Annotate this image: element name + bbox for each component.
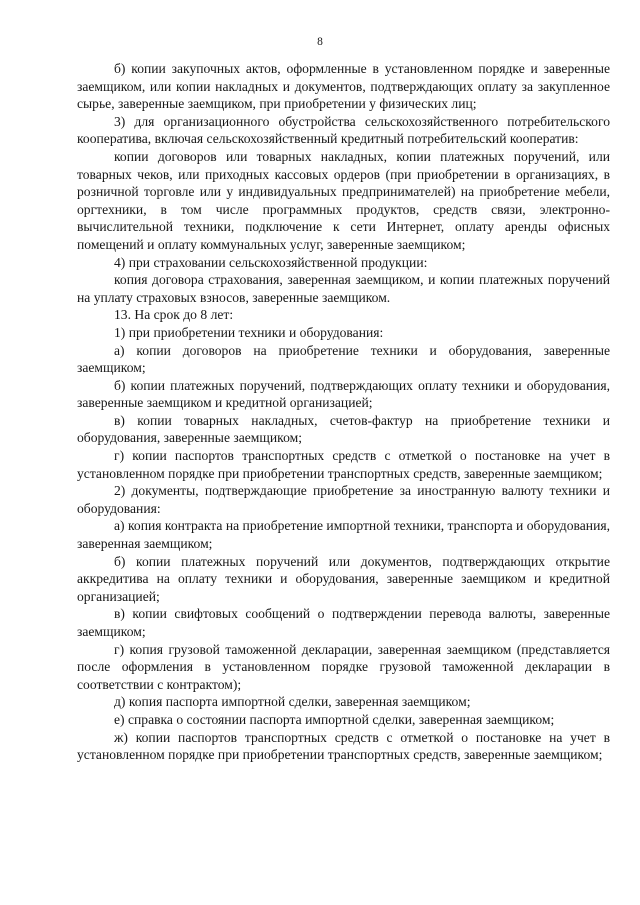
paragraph-13-2e: е) справка о состоянии паспорта импортной сделки, заверенная заемщиком; (114, 711, 555, 727)
paragraph-13-heading: 13. На срок до 8 лет: (114, 307, 234, 323)
paragraph-3-copies-of-contracts: копии договоров или товарных накладных, копии платежных поручений, или товарных чеков, или приходных кассовых ордеров (при приобретении в организациях, в розничной торговле или у индивидуальных предпринимателей) на приобретение мебели, оргтехники, в том числе программных продуктов, средств связи, электронно-вычислительной техники, подключение к сети Интернет, оплату аренды офисных помещений и оплату коммунальных услуг, заверенные заемщиком; (77, 148, 610, 252)
paragraph-13-2g: г) копия грузовой таможенной декларации, заверенная заемщиком (представляется после оформления в установленном порядке грузовой таможенной декларации в соответствии с контрактом); (77, 641, 610, 692)
paragraph-13-1-equipment: 1) при приобретении техники и оборудования: (114, 324, 384, 340)
paragraph-4-insurance-contract: копия договора страхования, заверенная заемщиком, и копии платежных поручений на уплату страховых взносов, заверенные заемщиком. (77, 272, 610, 305)
paragraph-13-1b: б) копии платежных поручений, подтверждающих оплату техники и оборудования, заверенные заемщиком и кредитной организацией; (77, 377, 610, 411)
paragraph-1b-purchase-acts: б) копии закупочных актов, оформленные в установленном порядке и заверенные заемщиком, или копии накладных и документов, подтверждающих оплату за закупленное сырье, заверенные заемщиком, при приобретении у физических лиц; (77, 61, 610, 112)
paragraph-13-1v: в) копии товарных накладных, счетов-фактур на приобретение техники и оборудования, заверенные заемщиком; (77, 412, 610, 446)
paragraph-13-2a: а) копия контракта на приобретение импортной техники, транспорта и оборудования, заверенная заемщиком; (77, 518, 610, 552)
paragraph-4-insurance: 4) при страховании сельскохозяйственной продукции: (114, 254, 428, 270)
paragraph-13-1a: а) копии договоров на приобретение техники и оборудования, заверенные заемщиком; (77, 342, 610, 376)
paragraph-3-cooperative-setup: 3) для организационного обустройства сельскохозяйственного потребительского кооператива, включая сельскохозяйственный кредитный потребительский кооператив: (77, 113, 610, 147)
paragraph-13-1g: г) копии паспортов транспортных средств с отметкой о постановке на учет в установленном порядке при приобретении транспортных средств, заверенные заемщиком; (77, 448, 610, 481)
paragraph-13-2zh: ж) копии паспортов транспортных средств с отметкой о постановке на учет в установленном порядке при приобретении транспортных средств, заверенные заемщиком; (77, 729, 610, 763)
document-body (77, 60, 610, 764)
paragraph-13-2v: в) копии свифтовых сообщений о подтверждении перевода валюты, заверенные заемщиком; (77, 606, 610, 639)
page-number: 8 (317, 36, 323, 48)
paragraph-13-2b: б) копии платежных поручений или документов, подтверждающих открытие аккредитива на оплату техники и оборудования, заверенные заемщиком и кредитной организацией; (77, 553, 610, 604)
paragraph-13-2d: д) копия паспорта импортной сделки, заверенная заемщиком; (114, 694, 471, 710)
paragraph-13-2-foreign-currency: 2) документы, подтверждающие приобретение за иностранную валюту техники и оборудования: (77, 483, 610, 516)
